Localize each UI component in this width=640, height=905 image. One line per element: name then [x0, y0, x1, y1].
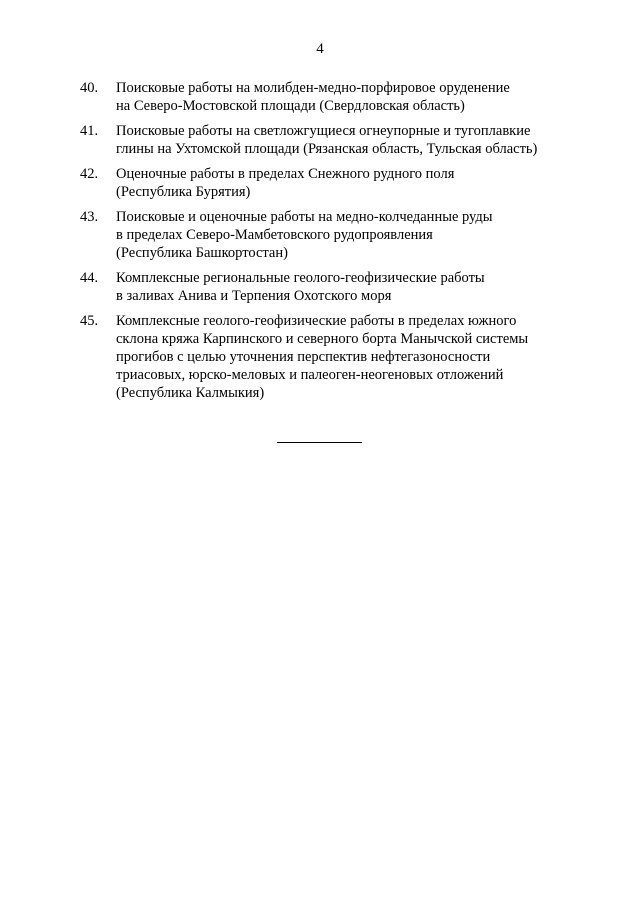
list-item	[80, 208, 580, 262]
item-text: Поисковые работы на молибден-медно-порфировое оруденение на Северо-Мостовской площади (Свердловская область)	[116, 80, 510, 114]
item-text: Оценочные работы в пределах Снежного рудного поля (Республика Бурятия)	[116, 166, 455, 200]
list-item	[80, 312, 580, 402]
end-divider	[277, 442, 362, 443]
item-number: 42.	[80, 166, 99, 182]
list-item	[80, 122, 580, 158]
item-number: 40.	[80, 80, 99, 96]
item-number: 41.	[80, 123, 99, 139]
item-text: Комплексные региональные геолого-геофизические работы в заливах Анива и Терпения Охотского моря	[116, 270, 485, 304]
list-item	[80, 79, 580, 115]
list-item	[80, 269, 580, 305]
list-item	[80, 165, 580, 201]
item-text: Поисковые и оценочные работы на медно-колчеданные руды в пределах Северо-Мамбетовского рудопроявления (Республика Башкортостан)	[116, 209, 493, 261]
work-items-list	[80, 79, 580, 409]
page-number: 4	[316, 41, 324, 57]
item-number: 44.	[80, 270, 99, 286]
item-text: Поисковые работы на светложгущиеся огнеупорные и тугоплавкие глины на Ухтомской площади (Рязанская область, Тульская область)	[116, 123, 538, 157]
item-number: 43.	[80, 209, 99, 225]
item-text: Комплексные геолого-геофизические работы в пределах южного склона кряжа Карпинского и северного борта Манычской системы прогибов с целью уточнения перспектив нефтегазоносности триасовых, юрско-меловых и палеоген-неогеновых отложений (Республика Калмыкия)	[116, 313, 529, 401]
item-number: 45.	[80, 313, 99, 329]
